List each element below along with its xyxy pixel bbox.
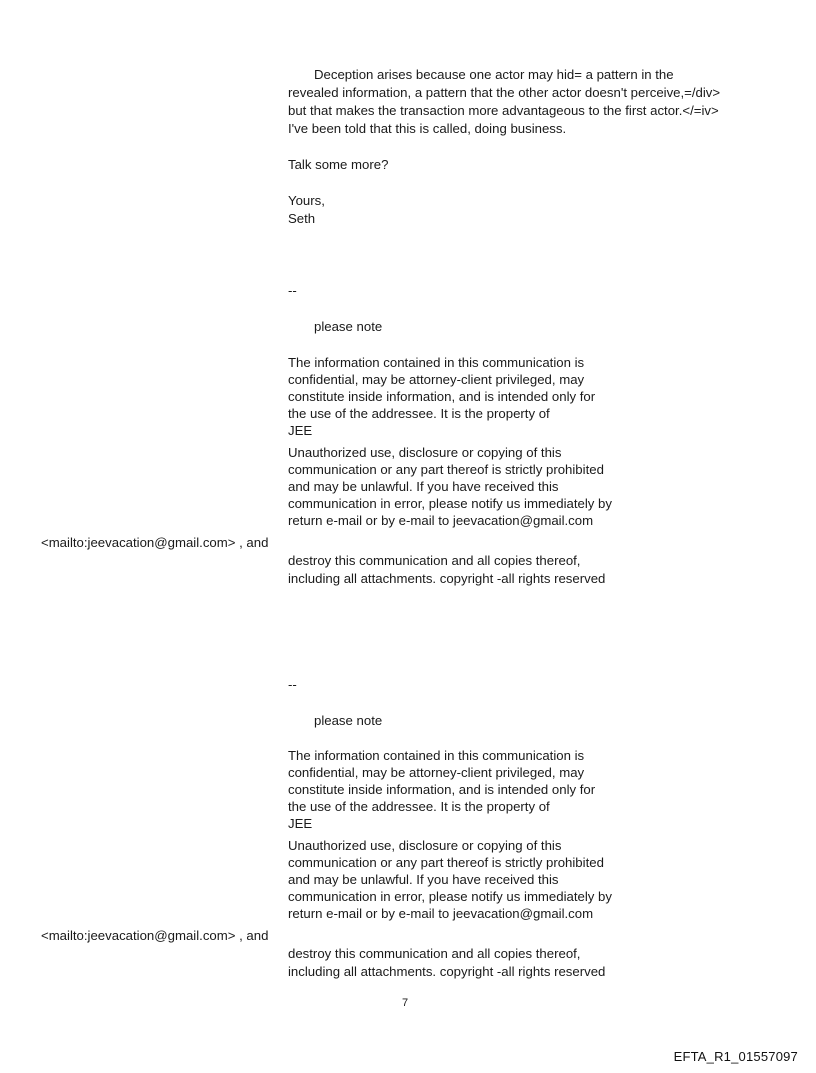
signature-name: Seth [288,211,316,226]
disclaimer-line: the use of the addressee. It is the property of [288,799,550,814]
disclaimer-line: and may be unlawful. If you have received this [288,479,559,494]
disclaimer-tail-line: destroy this communication and all copies thereof, [288,946,581,961]
disclaimer-tail-line: including all attachments. copyright -all rights reserved [288,571,606,586]
closing: Yours, [288,193,325,208]
disclaimer-heading: please note [314,319,383,334]
disclaimer-line: and may be unlawful. If you have received this [288,872,559,887]
separator: -- [288,677,297,692]
disclaimer-line: The information contained in this communication is [288,355,585,370]
mailto-link: <mailto:jeevacation@gmail.com> , and [41,535,269,550]
talk-line: Talk some more? [288,157,389,172]
document-id: EFTA_R1_01557097 [673,1049,798,1064]
disclaimer-line: the use of the addressee. It is the property of [288,406,550,421]
disclaimer-line: communication in error, please notify us immediately by [288,496,612,511]
mailto-link: <mailto:jeevacation@gmail.com> , and [41,928,269,943]
disclaimer-line: communication in error, please notify us immediately by [288,889,612,904]
separator: -- [288,283,297,298]
disclaimer-line: return e-mail or by e-mail to jeevacation@gmail.com [288,906,594,921]
disclaimer-line: Unauthorized use, disclosure or copying of this [288,445,562,460]
disclaimer-line: JEE [288,423,313,438]
disclaimer-line: confidential, may be attorney-client privileged, may [288,765,585,780]
body-line: I've been told that this is called, doing business. [288,121,567,136]
disclaimer-heading: please note [314,713,383,728]
body-line: revealed information, a pattern that the other actor doesn't perceive,=/div> [288,85,721,100]
disclaimer-line: communication or any part thereof is strictly prohibited [288,855,604,870]
disclaimer-line: constitute inside information, and is intended only for [288,782,596,797]
page-number: 7 [402,997,409,1009]
disclaimer-line: constitute inside information, and is intended only for [288,389,596,404]
disclaimer-line: JEE [288,816,313,831]
disclaimer-line: confidential, may be attorney-client privileged, may [288,372,585,387]
disclaimer-tail-line: destroy this communication and all copies thereof, [288,553,581,568]
disclaimer-tail-line: including all attachments. copyright -all rights reserved [288,964,606,979]
disclaimer-line: Unauthorized use, disclosure or copying of this [288,838,562,853]
disclaimer-line: communication or any part thereof is strictly prohibited [288,462,604,477]
disclaimer-line: The information contained in this communication is [288,748,585,763]
disclaimer-line: return e-mail or by e-mail to jeevacation@gmail.com [288,513,594,528]
body-first-line: Deception arises because one actor may hid= a pattern in the [314,67,674,82]
body-line: but that makes the transaction more advantageous to the first actor.</=iv> [288,103,719,118]
